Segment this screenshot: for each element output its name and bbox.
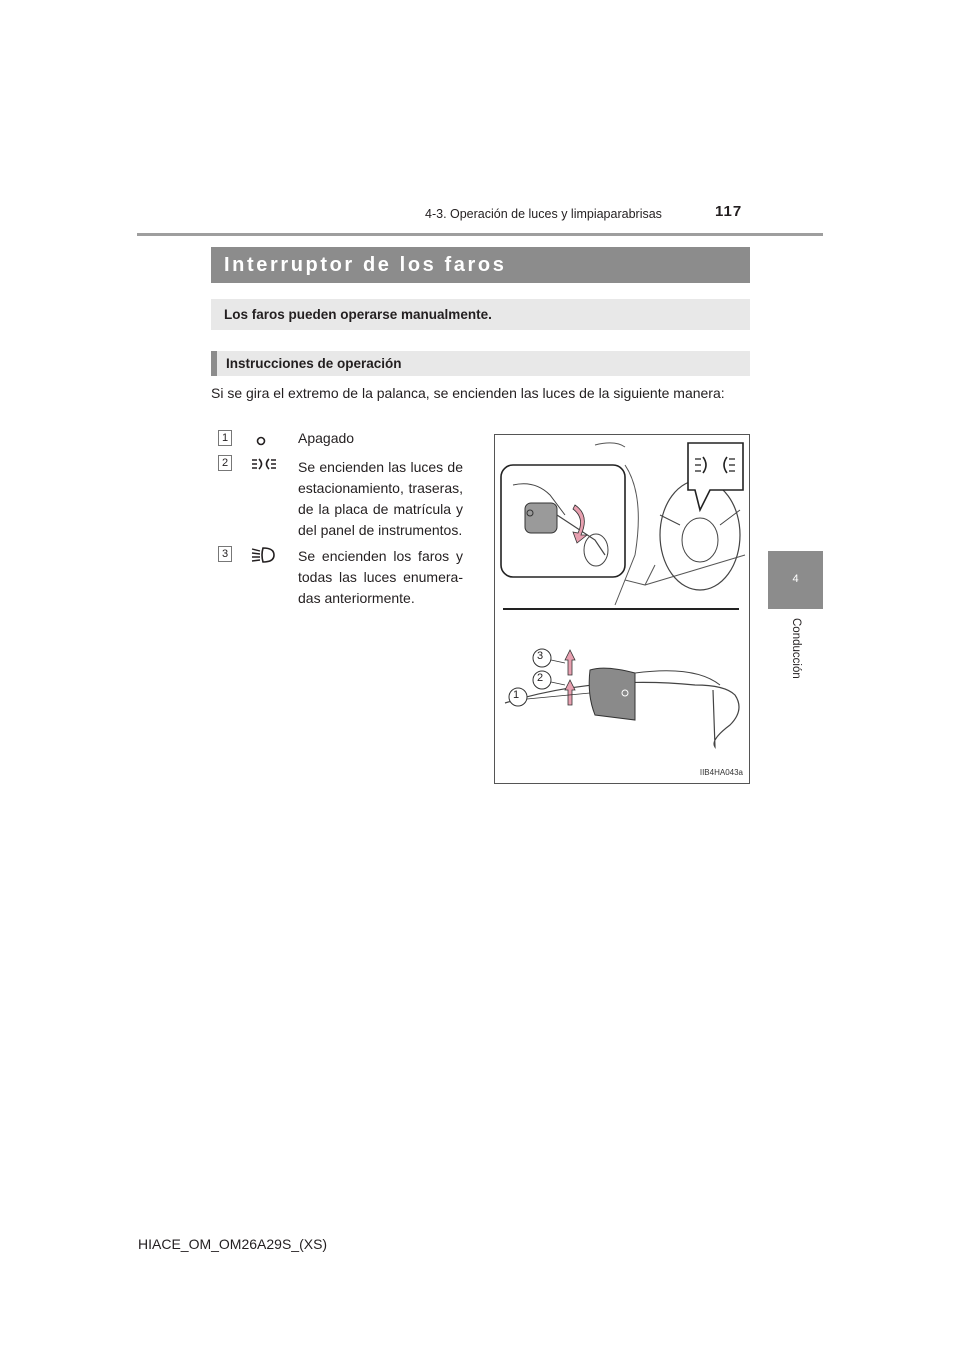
callout-2: 2: [537, 672, 544, 684]
page-title-text: Interruptor de los faros: [224, 253, 507, 276]
figure-code: IIB4HA043a: [699, 768, 743, 777]
lever-illustration: [494, 434, 750, 784]
headlight-icon: [250, 546, 276, 569]
chapter-number: 4: [792, 573, 799, 585]
section-title: 4-3. Operación de luces y limpiaparabrisas: [425, 207, 662, 221]
callout-3: 3: [537, 650, 544, 662]
page-title: [211, 247, 750, 283]
page-number: 117: [715, 203, 743, 220]
off-icon: [256, 433, 266, 451]
intro-text: Los faros pueden operarse manualmente.: [224, 307, 492, 322]
item-number-1: 1: [218, 430, 232, 446]
footer-doc-code: HIACE_OM_OM26A29S_(XS): [138, 1236, 328, 1252]
callout-1: 1: [513, 689, 520, 701]
header-rule: [137, 233, 823, 236]
item-number-2: 2: [218, 455, 232, 471]
parking-lights-icon: [250, 457, 278, 476]
item-text-1: Apagado: [298, 430, 355, 446]
body-paragraph: Si se gira el extremo de la palanca, se encienden las luces de la siguiente manera:: [211, 385, 725, 401]
subsection-heading: [211, 351, 750, 376]
intro-box: [211, 299, 750, 330]
subsection-heading-text: Instrucciones de operación: [226, 356, 402, 371]
chapter-label: Conducción: [790, 618, 802, 679]
chapter-tab[interactable]: [768, 551, 823, 609]
illustration-drawing: [495, 435, 749, 783]
item-text-3: Se encienden los faros y todas las luces enumera-das anteriormente.: [298, 548, 463, 606]
item-number-3: 3: [218, 546, 232, 562]
item-text-2: Se encienden las luces de estacionamiento, traseras, de la placa de matrícula y del panel de instrumentos.: [298, 459, 463, 538]
